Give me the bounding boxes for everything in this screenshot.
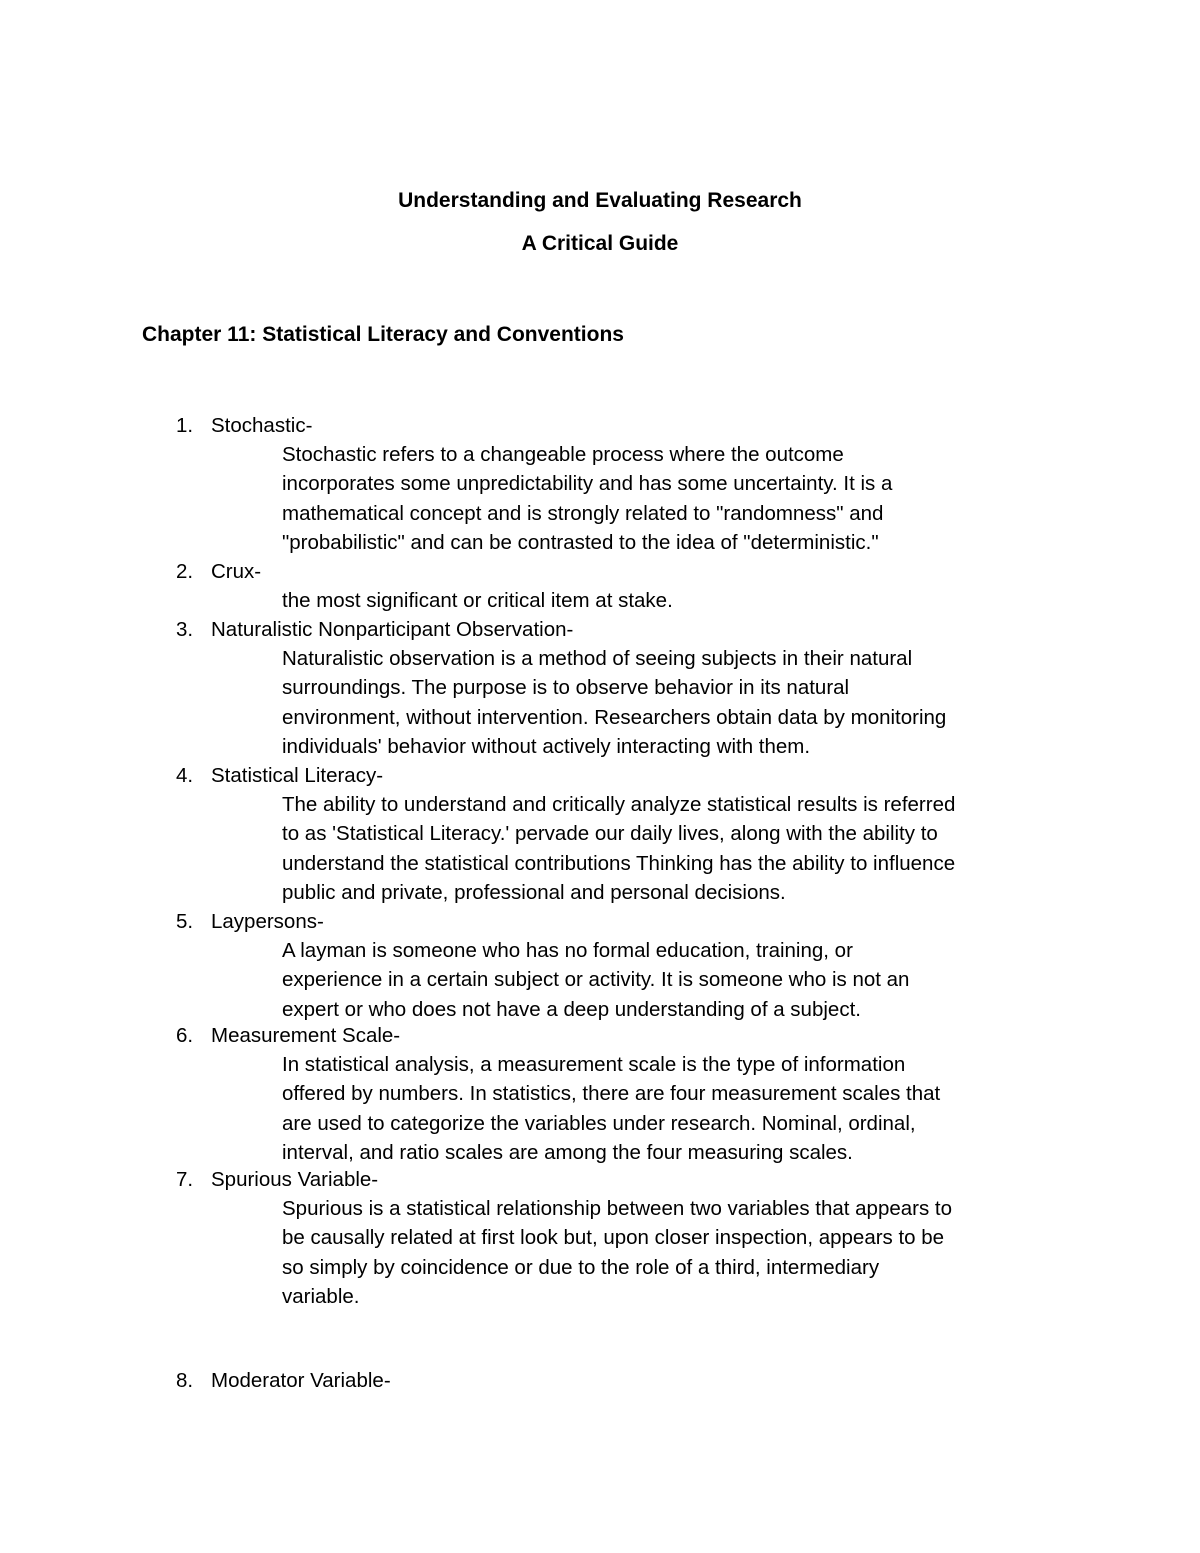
definition-line: mathematical concept and is strongly related to "randomness" and	[282, 501, 884, 525]
term-label: Moderator Variable-	[211, 1369, 391, 1392]
definition-line: so simply by coincidence or due to the role of a third, intermediary	[282, 1255, 880, 1279]
definition-line: experience in a certain subject or activity. It is someone who is not an	[282, 968, 910, 992]
term-number: 1.	[176, 414, 194, 437]
term-label: Naturalistic Nonparticipant Observation-	[211, 618, 574, 641]
definition-line: public and private, professional and personal decisions.	[282, 880, 786, 904]
term-definition	[282, 1050, 1072, 1167]
definition-line: Naturalistic observation is a method of seeing subjects in their natural	[282, 647, 913, 671]
term-number: 6.	[176, 1024, 194, 1047]
definition-line: interval, and ratio scales are among the four measuring scales.	[282, 1140, 853, 1164]
definition-line: are used to categorize the variables under research. Nominal, ordinal,	[282, 1111, 916, 1135]
term-number: 2.	[176, 560, 194, 583]
definition-line: A layman is someone who has no formal education, training, or	[282, 939, 853, 963]
document-title: Understanding and Evaluating Research	[398, 189, 802, 212]
definition-line: surroundings. The purpose is to observe behavior in its natural	[282, 676, 850, 700]
definition-line: environment, without intervention. Researchers obtain data by monitoring	[282, 705, 947, 729]
term-number: 4.	[176, 764, 194, 787]
term-definition	[282, 586, 1072, 615]
term-number: 5.	[176, 910, 194, 933]
definition-line: Stochastic refers to a changeable process where the outcome	[282, 443, 844, 467]
document-subtitle: A Critical Guide	[521, 232, 679, 255]
term-label: Measurement Scale-	[211, 1024, 401, 1047]
definition-line: expert or who does not have a deep understanding of a subject.	[282, 997, 861, 1021]
term-number: 7.	[176, 1168, 194, 1191]
term-label: Spurious Variable-	[211, 1168, 379, 1191]
term-definition	[282, 790, 1072, 907]
term-label: Statistical Literacy-	[211, 764, 384, 787]
term-definition	[282, 440, 1072, 557]
term-definition	[282, 1194, 1072, 1311]
definition-line: incorporates some unpredictability and has some uncertainty. It is a	[282, 472, 893, 496]
definition-line: the most significant or critical item at stake.	[282, 589, 673, 613]
term-definition	[282, 936, 1072, 1024]
term-definition	[282, 644, 1072, 761]
chapter-heading: Chapter 11: Statistical Literacy and Conventions	[142, 323, 624, 346]
definition-line: to as 'Statistical Literacy.' pervade our daily lives, along with the ability to	[282, 822, 938, 846]
definition-line: be causally related at first look but, upon closer inspection, appears to be	[282, 1226, 945, 1250]
term-label: Crux-	[211, 560, 262, 583]
term-number: 3.	[176, 618, 194, 641]
definition-line: variable.	[282, 1284, 360, 1308]
term-label: Laypersons-	[211, 910, 324, 933]
term-label: Stochastic-	[211, 414, 313, 437]
definition-line: In statistical analysis, a measurement scale is the type of information	[282, 1053, 906, 1077]
definition-line: Spurious is a statistical relationship between two variables that appears to	[282, 1197, 953, 1221]
definition-line: offered by numbers. In statistics, there are four measurement scales that	[282, 1082, 941, 1106]
term-number: 8.	[176, 1369, 194, 1392]
definition-line: understand the statistical contributions Thinking has the ability to influence	[282, 851, 956, 875]
definition-line: individuals' behavior without actively interacting with them.	[282, 734, 811, 758]
definition-line: The ability to understand and critically analyze statistical results is referred	[282, 793, 956, 817]
definition-line: "probabilistic" and can be contrasted to the idea of "deterministic."	[282, 530, 879, 554]
